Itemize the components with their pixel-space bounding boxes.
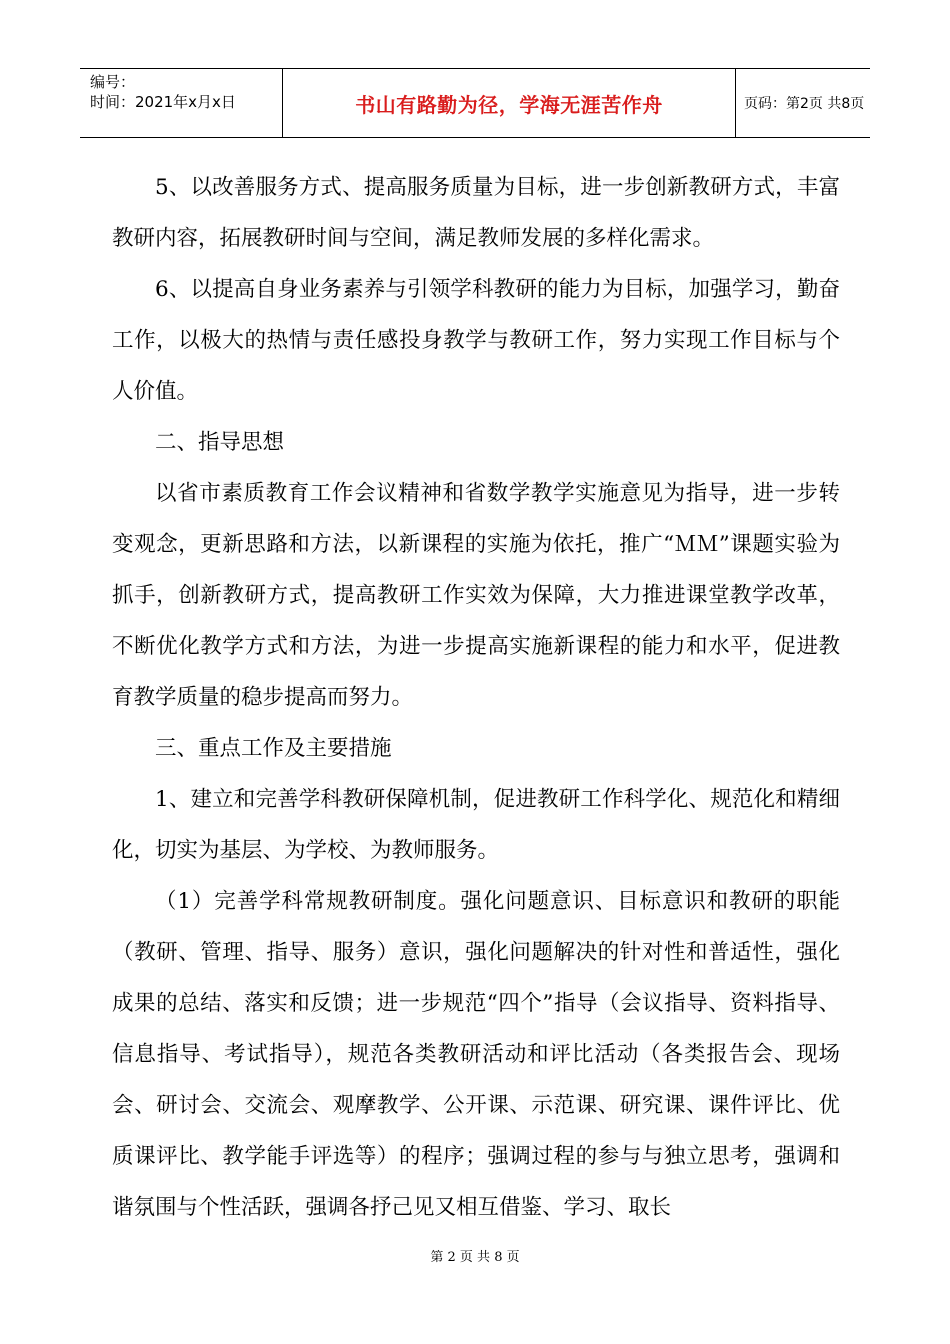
paragraph-item-5: 5、以改善服务方式、提高服务质量为目标，进一步创新教研方式，丰富教研内容，拓展教研时间与空间，满足教师发展的多样化需求。 [112, 175, 840, 251]
header-left-cell [80, 69, 282, 137]
paragraph-key-work-1: 1、建立和完善学科教研保障机制，促进教研工作科学化、规范化和精细化，切实为基层、为学校、为教师服务。 [112, 787, 840, 863]
header-motto: 书山有路勤为径，学海无涯苦作舟 [355, 92, 663, 117]
document-number-label: 编号： [90, 73, 136, 91]
page-footer: 第 2 页 共 8 页 [430, 1250, 520, 1265]
document-header [80, 68, 870, 138]
header-page-label: 页码：第2页 共8页 [744, 96, 865, 112]
document-date-label: 时间：2021年x月x日 [90, 93, 236, 111]
paragraph-item-6: 6、以提高自身业务素养与引领学科教研的能力为目标，加强学习，勤奋工作，以极大的热情与责任感投身教学与教研工作，努力实现工作目标与个人价值。 [112, 277, 840, 404]
paragraph-key-work-1-1: （1）完善学科常规教研制度。强化问题意识、目标意识和教研的职能（教研、管理、指导、服务）意识，强化问题解决的针对性和普适性，强化成果的总结、落实和反馈；进一步规范“四个”指导（会议指导、资料指导、信息指导、考试指导），规范各类教研活动和评比活动（各类报告会、现场会、研讨会、交流会、观摩教学、公开课、示范课、研究课、课件评比、优质课评比、教学能手评选等）的程序；强调过程的参与与独立思考，强调和谐氛围与个性活跃，强调各抒己见又相互借鉴、学习、取长 [112, 889, 840, 1220]
section-heading-key-work: 三、重点工作及主要措施 [155, 736, 392, 761]
section-heading-guiding-ideology: 二、指导思想 [155, 430, 285, 455]
paragraph-guiding-ideology: 以省市素质教育工作会议精神和省数学教学实施意见为指导，进一步转变观念，更新思路和方法，以新课程的实施为依托，推广“ＭＭ”课题实验为抓手，创新教研方式，提高教研工作实效为保障，大力推进课堂教学改革，不断优化教学方式和方法，为进一步提高实施新课程的能力和水平，促进教育教学质量的稳步提高而努力。 [112, 481, 840, 710]
header-page-cell [736, 69, 870, 137]
document-body [112, 162, 840, 1233]
header-motto-cell [282, 69, 736, 137]
